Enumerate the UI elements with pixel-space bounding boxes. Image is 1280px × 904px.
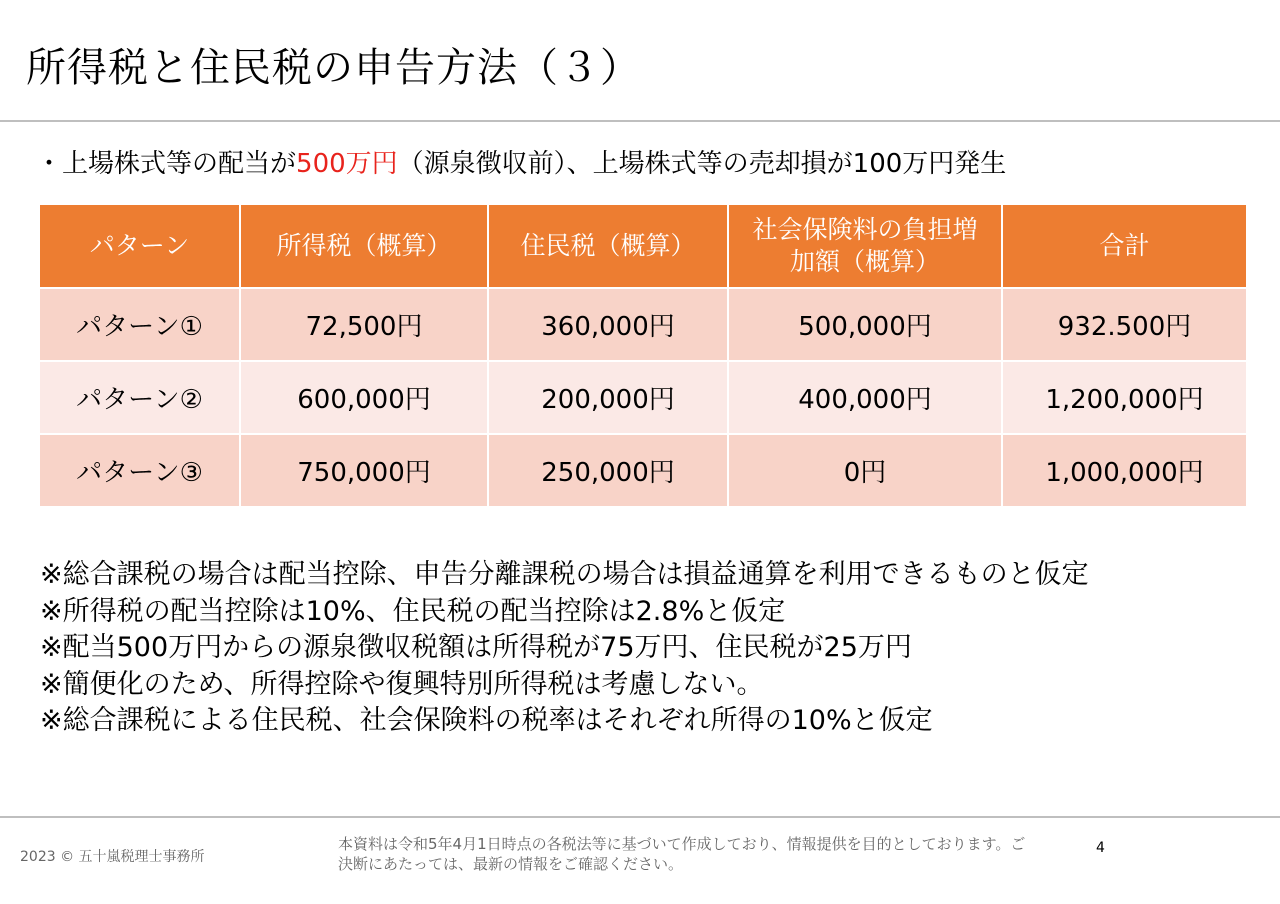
subtitle-text-after: （源泉徴収前）、上場株式等の売却損が100万円発生: [397, 149, 1007, 179]
footer-divider: [0, 816, 1280, 818]
subtitle: [36, 146, 1006, 182]
copyright: 2023 © 五十嵐税理士事務所: [20, 849, 205, 865]
cell-social-insurance: 500,000円: [728, 288, 1002, 361]
cell-income-tax: 72,500円: [240, 288, 488, 361]
table-row: [39, 434, 1247, 507]
cell-total: 1,000,000円: [1002, 434, 1247, 507]
note-item: ※総合課税による住民税、社会保険料の税率はそれぞれ所得の10%と仮定: [40, 705, 933, 736]
cell-resident-tax: 360,000円: [488, 288, 728, 361]
cell-income-tax: 600,000円: [240, 361, 488, 434]
cell-resident-tax: 200,000円: [488, 361, 728, 434]
note-item: ※所得税の配当控除は10%、住民税の配当控除は2.8%と仮定: [40, 595, 786, 627]
cell-pattern: パターン③: [39, 434, 240, 507]
note-item: ※総合課税の場合は配当控除、申告分離課税の場合は損益通算を利用できるものと仮定: [40, 559, 1089, 590]
note-item: ※簡便化のため、所得控除や復興特別所得税は考慮しない。: [40, 668, 764, 700]
notes-list: [40, 557, 1089, 740]
pattern-table: [38, 203, 1248, 508]
subtitle-bullet: ・: [36, 149, 63, 179]
title-divider: [0, 120, 1280, 122]
cell-social-insurance: 400,000円: [728, 361, 1002, 434]
page-number: 4: [1096, 840, 1105, 856]
table-header-row: [39, 204, 1247, 288]
note-item: ※配当500万円からの源泉徴収税額は所得税が75万円、住民税が25万円: [40, 632, 912, 663]
cell-social-insurance: 0円: [728, 434, 1002, 507]
slide-title: 所得税と住民税の申告方法（３）: [26, 45, 641, 91]
header-social-insurance: 社会保険料の負担増加額（概算）: [728, 204, 1002, 288]
subtitle-text-before: 上場株式等の配当が: [62, 149, 297, 179]
subtitle-highlight: 500万円: [296, 149, 398, 179]
cell-income-tax: 750,000円: [240, 434, 488, 507]
header-income-tax: 所得税（概算）: [240, 204, 488, 288]
cell-total: 1,200,000円: [1002, 361, 1247, 434]
header-total: 合計: [1002, 204, 1247, 288]
cell-pattern: パターン①: [39, 288, 240, 361]
table-row: [39, 361, 1247, 434]
disclaimer: 本資料は令和5年4月1日時点の各税法等に基づいて作成しており、情報提供を目的としております。ご決断にあたっては、最新の情報をご確認ください。: [338, 835, 1026, 873]
header-resident-tax: 住民税（概算）: [488, 204, 728, 288]
cell-resident-tax: 250,000円: [488, 434, 728, 507]
header-pattern: パターン: [39, 204, 240, 288]
table-row: [39, 288, 1247, 361]
cell-pattern: パターン②: [39, 361, 240, 434]
cell-total: 932.500円: [1002, 288, 1247, 361]
